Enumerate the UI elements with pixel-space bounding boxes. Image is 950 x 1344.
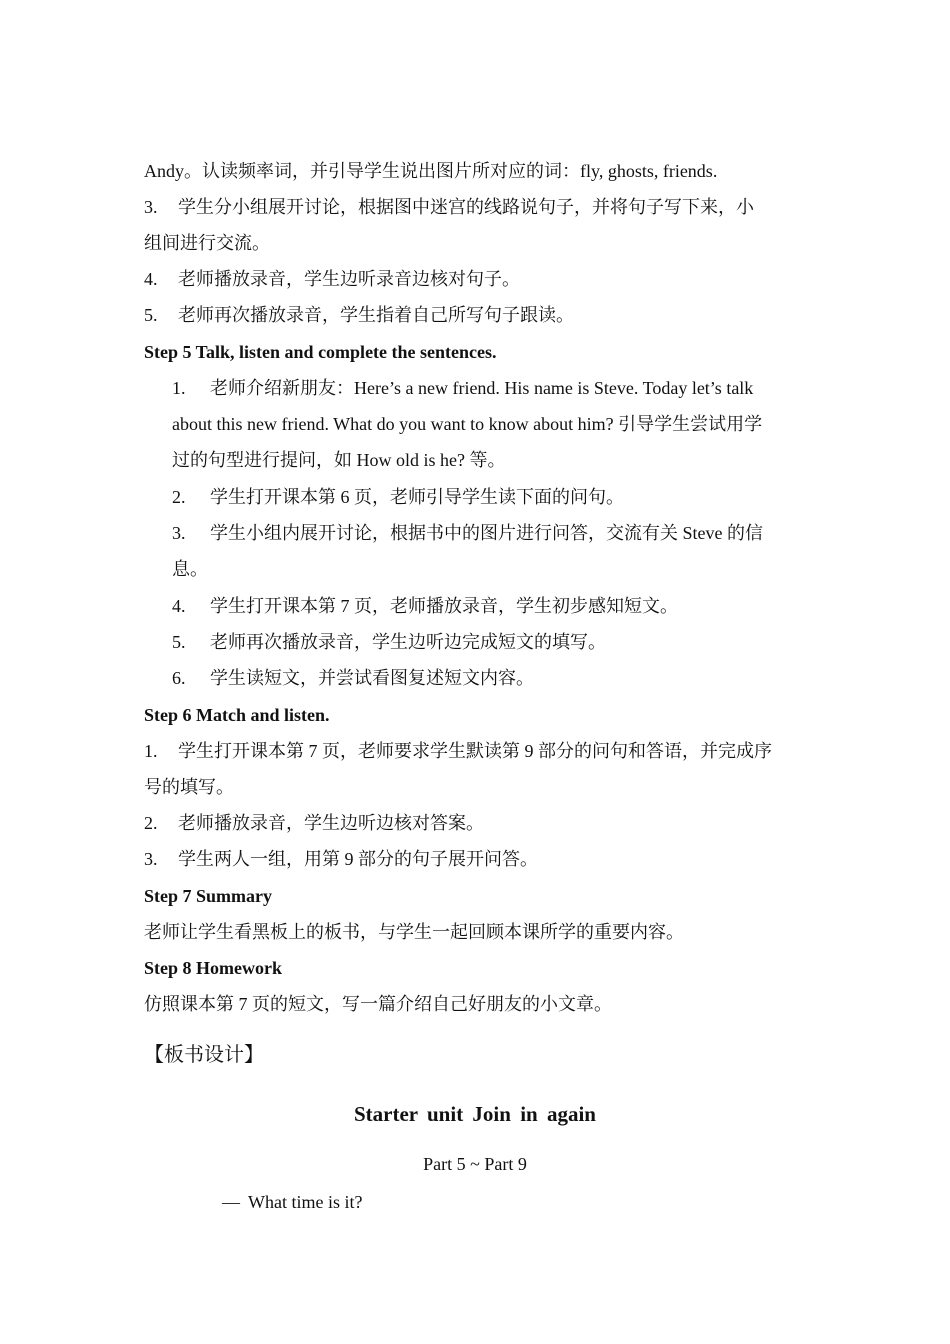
board-question	[222, 1184, 362, 1220]
text-line: 仿照课本第 7 页的短文，写一篇介绍自己好朋友的小文章。	[144, 994, 612, 1014]
text-line: 号的填写。	[144, 777, 234, 797]
list-item: 3. 学生两人一组，用第 9 部分的句子展开问答。	[144, 849, 538, 869]
text-line: Andy。认读频率词，并引导学生说出图片所对应的词：fly, ghosts, friends.	[144, 161, 718, 181]
text-line: 老师让学生看黑板上的板书，与学生一起回顾本课所学的重要内容。	[144, 922, 684, 942]
list-item: 1. 老师介绍新朋友：Here’s a new friend. His name is Steve. Today let’s talk	[172, 378, 754, 398]
board-subtitle: Part 5 ~ Part 9	[423, 1154, 527, 1174]
list-item: 3. 学生小组内展开讨论，根据书中的图片进行问答，交流有关 Steve 的信	[172, 523, 763, 543]
list-item: 5. 老师再次播放录音，学生指着自己所写句子跟读。	[144, 305, 574, 325]
dash-mark: —	[222, 1192, 240, 1212]
board-design-heading: 【板书设计】	[144, 1042, 264, 1066]
list-item: 4. 学生打开课本第 7 页，老师播放录音，学生初步感知短文。	[172, 596, 678, 616]
list-item: 5. 老师再次播放录音，学生边听边完成短文的填写。	[172, 632, 606, 652]
list-item: 2. 学生打开课本第 6 页，老师引导学生读下面的问句。	[172, 487, 624, 507]
list-item: 6. 学生读短文，并尝试看图复述短文内容。	[172, 668, 534, 688]
step-heading: Step 5 Talk, listen and complete the sentences.	[144, 342, 497, 362]
step-heading: Step 8 Homework	[144, 958, 282, 978]
text-line: 息。	[172, 559, 208, 579]
text-line: 过的句型进行提问，如 How old is he? 等。	[172, 450, 506, 470]
question-text: What time is it?	[248, 1192, 363, 1212]
list-item: 4. 老师播放录音，学生边听录音边核对句子。	[144, 269, 520, 289]
list-item: 1. 学生打开课本第 7 页，老师要求学生默读第 9 部分的问句和答语，并完成序	[144, 741, 772, 761]
list-item: 3. 学生分小组展开讨论，根据图中迷宫的线路说句子，并将句子写下来，小	[144, 197, 754, 217]
step-heading: Step 7 Summary	[144, 886, 273, 906]
text-line: 组间进行交流。	[144, 233, 270, 253]
text-line: about this new friend. What do you want to know about him? 引导学生尝试用学	[172, 414, 763, 434]
board-title: Starter unit Join in again	[354, 1102, 596, 1126]
step-heading: Step 6 Match and listen.	[144, 705, 330, 725]
list-item: 2. 老师播放录音，学生边听边核对答案。	[144, 813, 484, 833]
